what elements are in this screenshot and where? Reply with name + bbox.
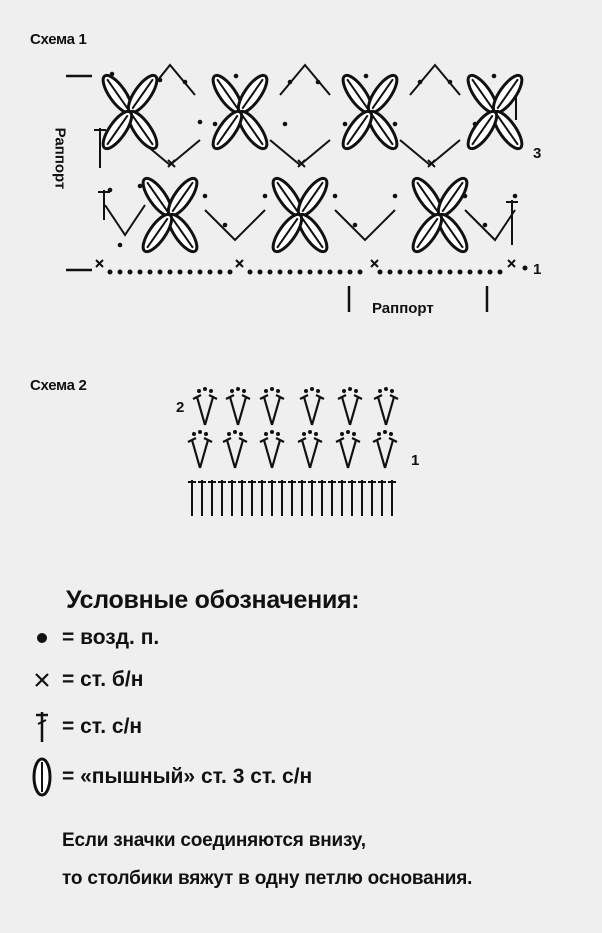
scheme-1-diagram bbox=[0, 0, 602, 340]
repeat-bracket-horizontal bbox=[349, 286, 487, 312]
scheme-2-row-label-2: 2 bbox=[176, 399, 185, 416]
scheme-2-foundation-stitches bbox=[188, 480, 396, 516]
puff-flowers-lower bbox=[138, 174, 472, 255]
scheme-1-repeat-horizontal-label: Раппорт bbox=[372, 300, 434, 317]
chain-row-bottom bbox=[108, 266, 528, 275]
legend-item-chain bbox=[22, 626, 159, 650]
scheme-2-title: Схема 2 bbox=[30, 377, 87, 394]
legend-text-single-crochet: = ст. б/н bbox=[62, 668, 144, 691]
single-crochet-row-middle bbox=[168, 160, 435, 167]
chain-dot-icon bbox=[22, 631, 62, 645]
puff-stitch-icon bbox=[22, 756, 62, 798]
scheme-2-row-2 bbox=[193, 387, 398, 425]
scheme-1-repeat-vertical-label: Раппорт bbox=[51, 127, 69, 190]
repeat-bracket-vertical bbox=[66, 76, 92, 270]
legend-note-line-1: Если значки соединяются внизу, bbox=[62, 830, 366, 851]
scheme-1-row-label-1: 1 bbox=[533, 261, 542, 278]
legend-text-chain: = возд. п. bbox=[62, 626, 160, 649]
single-crochet-row-bottom bbox=[96, 260, 515, 267]
legend-item-puff-stitch bbox=[22, 756, 312, 798]
single-crochet-x-icon bbox=[22, 672, 62, 688]
scheme-2-row-label-1: 1 bbox=[411, 452, 420, 469]
double-crochet-icon bbox=[22, 710, 62, 744]
scheme-2-diagram bbox=[180, 385, 420, 525]
puff-flowers-upper bbox=[98, 71, 527, 152]
legend-item-single-crochet bbox=[22, 668, 143, 692]
legend-title: Условные обозначения: bbox=[66, 586, 360, 614]
legend-text-double-crochet: = ст. с/н bbox=[62, 715, 143, 738]
scheme-1-title: Схема 1 bbox=[30, 31, 87, 48]
legend-item-double-crochet bbox=[22, 710, 142, 744]
scheme-2-row-1 bbox=[188, 430, 397, 468]
legend-note-line-2: то столбики вяжут в одну петлю основания. bbox=[62, 868, 473, 889]
scheme-1-row-label-3: 3 bbox=[533, 145, 542, 162]
legend-text-puff-stitch: = «пышный» ст. 3 ст. с/н bbox=[62, 765, 313, 788]
